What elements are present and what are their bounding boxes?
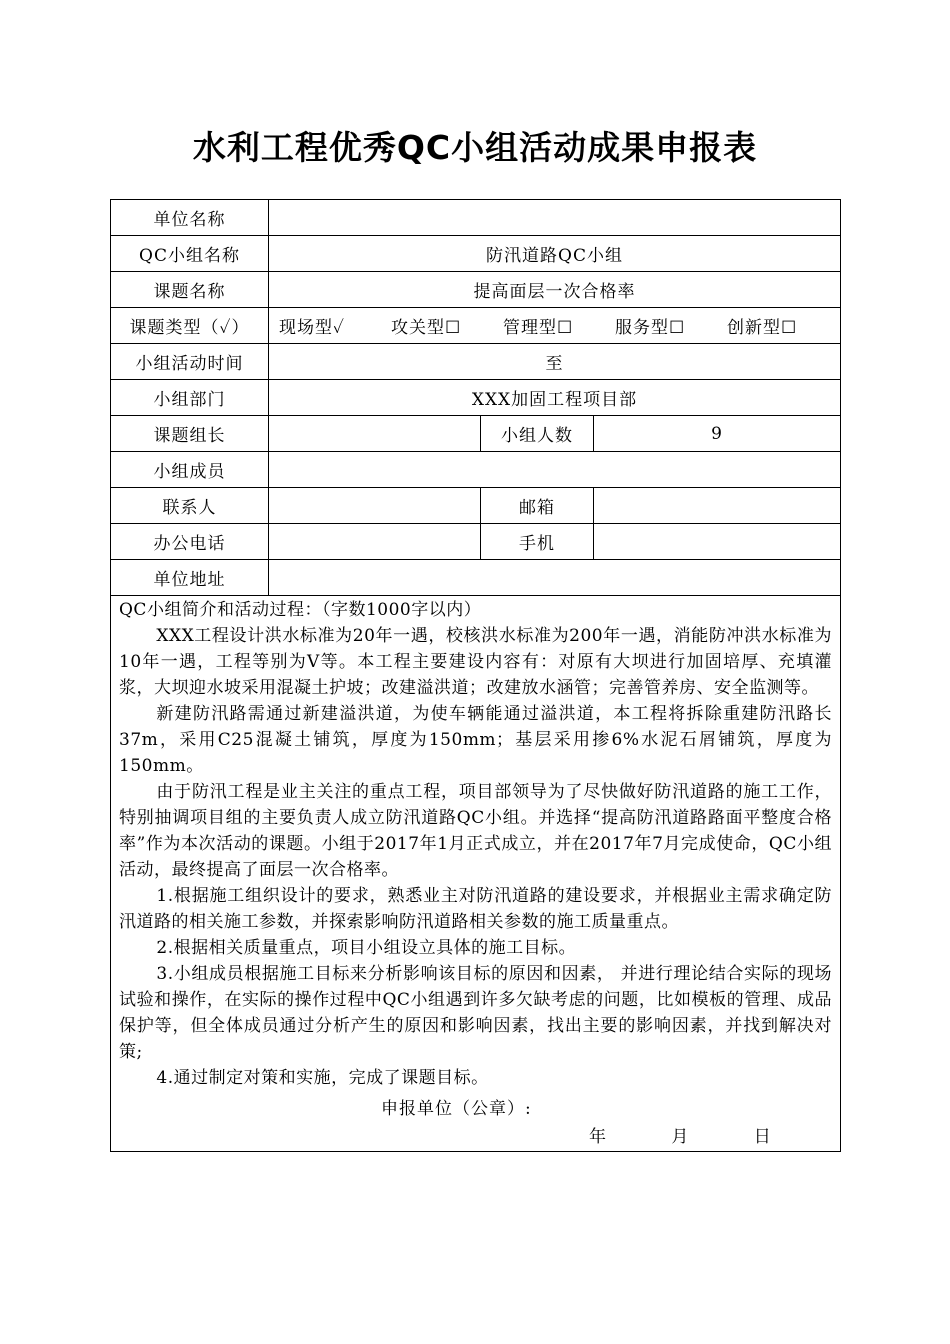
office-phone-field[interactable] — [269, 524, 481, 560]
contact-label: 联系人 — [111, 488, 269, 524]
row-topic-type — [111, 308, 841, 344]
intro-paragraph: 2.根据相关质量重点，项目小组设立具体的施工目标。 — [156, 938, 577, 958]
members-count-label: 小组人数 — [481, 416, 594, 452]
type-option-innovation[interactable]: 创新型☐ — [727, 318, 798, 338]
row-leader — [111, 416, 841, 452]
department-field[interactable]: XXX加固工程项目部 — [269, 380, 841, 416]
members-label: 小组成员 — [111, 452, 269, 488]
office-phone-label: 办公电话 — [111, 524, 269, 560]
topic-field[interactable]: 提高面层一次合格率 — [269, 272, 841, 308]
qc-group-field[interactable]: 防汛道路QC小组 — [269, 236, 841, 272]
intro-paragraph: 1.根据施工组织设计的要求，熟悉业主对防汛道路的建设要求，并根据业主需求确定防汛道路的相关施工参数，并探索影响防汛道路相关参数的施工质量重点。 — [119, 886, 833, 932]
row-unit-name — [111, 200, 841, 236]
intro-paragraph: XXX工程设计洪水标准为20年一遇，校核洪水标准为200年一遇，消能防冲洪水标准为10年一遇，工程等别为V等。本工程主要建设内容有：对原有大坝进行加固培厚、充填灌浆，大坝迎水坡采用混凝土护坡；改建溢洪道；改建放水涵管；完善管养房、安全监测等。 — [119, 626, 833, 698]
intro-paragraph: 4.通过制定对策和实施，完成了课题目标。 — [156, 1068, 489, 1088]
members-count-field[interactable]: 9 — [594, 416, 841, 452]
address-label: 单位地址 — [111, 560, 269, 596]
mobile-label: 手机 — [481, 524, 594, 560]
intro-text — [111, 596, 840, 1095]
row-intro — [111, 596, 841, 1152]
email-label: 邮箱 — [481, 488, 594, 524]
topic-type-label: 课题类型（✓） — [111, 308, 269, 344]
date-label: 年 月 日 — [589, 1127, 801, 1147]
row-phone — [111, 524, 841, 560]
intro-heading: QC小组简介和活动过程：（字数1000字以内） — [119, 600, 482, 620]
application-form — [110, 199, 841, 1152]
row-contact — [111, 488, 841, 524]
page-title: 水利工程优秀QC小组活动成果申报表 — [192, 128, 758, 167]
applicant-seal-label: 申报单位（公章）: — [381, 1099, 532, 1119]
department-label: 小组部门 — [111, 380, 269, 416]
row-members — [111, 452, 841, 488]
topic-label: 课题名称 — [111, 272, 269, 308]
members-field[interactable] — [269, 452, 841, 488]
type-option-onsite[interactable]: 现场型✓ — [279, 318, 345, 338]
type-option-tackle[interactable]: 攻关型☐ — [391, 318, 462, 338]
mobile-field[interactable] — [594, 524, 841, 560]
address-field[interactable] — [269, 560, 841, 596]
row-qc-group — [111, 236, 841, 272]
type-option-service[interactable]: 服务型☐ — [615, 318, 686, 338]
row-topic — [111, 272, 841, 308]
activity-time-field[interactable]: 至 — [269, 344, 841, 380]
type-option-management[interactable]: 管理型☐ — [503, 318, 574, 338]
row-department — [111, 380, 841, 416]
contact-field[interactable] — [269, 488, 481, 524]
unit-name-label: 单位名称 — [111, 200, 269, 236]
leader-field[interactable] — [269, 416, 481, 452]
topic-type-options — [269, 308, 841, 344]
qc-group-label: QC小组名称 — [111, 236, 269, 272]
intro-paragraph: 新建防汛路需通过新建溢洪道，为使车辆能通过溢洪道，本工程将拆除重建防汛路长37m，采用C25混凝土铺筑，厚度为150mm；基层采用掺6%水泥石屑铺筑，厚度为150mm。 — [119, 704, 833, 776]
intro-cell[interactable] — [111, 596, 841, 1152]
unit-name-field[interactable] — [269, 200, 841, 236]
intro-paragraph: 由于防汛工程是业主关注的重点工程，项目部领导为了尽快做好防汛道路的施工工作，特别抽调项目组的主要负责人成立防汛道路QC小组。并选择“提高防汛道路路面平整度合格率”作为本次活动的课题。小组于2017年1月正式成立，并在2017年7月完成使命，QC小组活动，最终提高了面层一次合格率。 — [119, 782, 833, 880]
leader-label: 课题组长 — [111, 416, 269, 452]
row-activity-time — [111, 344, 841, 380]
row-address — [111, 560, 841, 596]
activity-time-label: 小组活动时间 — [111, 344, 269, 380]
email-field[interactable] — [594, 488, 841, 524]
intro-paragraph: 3.小组成员根据施工目标来分析影响该目标的原因和因素， 并进行理论结合实际的现场试验和操作，在实际的操作过程中QC小组遇到许多欠缺考虑的问题，比如模板的管理、成品保护等，但全体成员通过分析产生的原因和影响因素，找出主要的影响因素，并找到解决对策; — [119, 964, 833, 1062]
